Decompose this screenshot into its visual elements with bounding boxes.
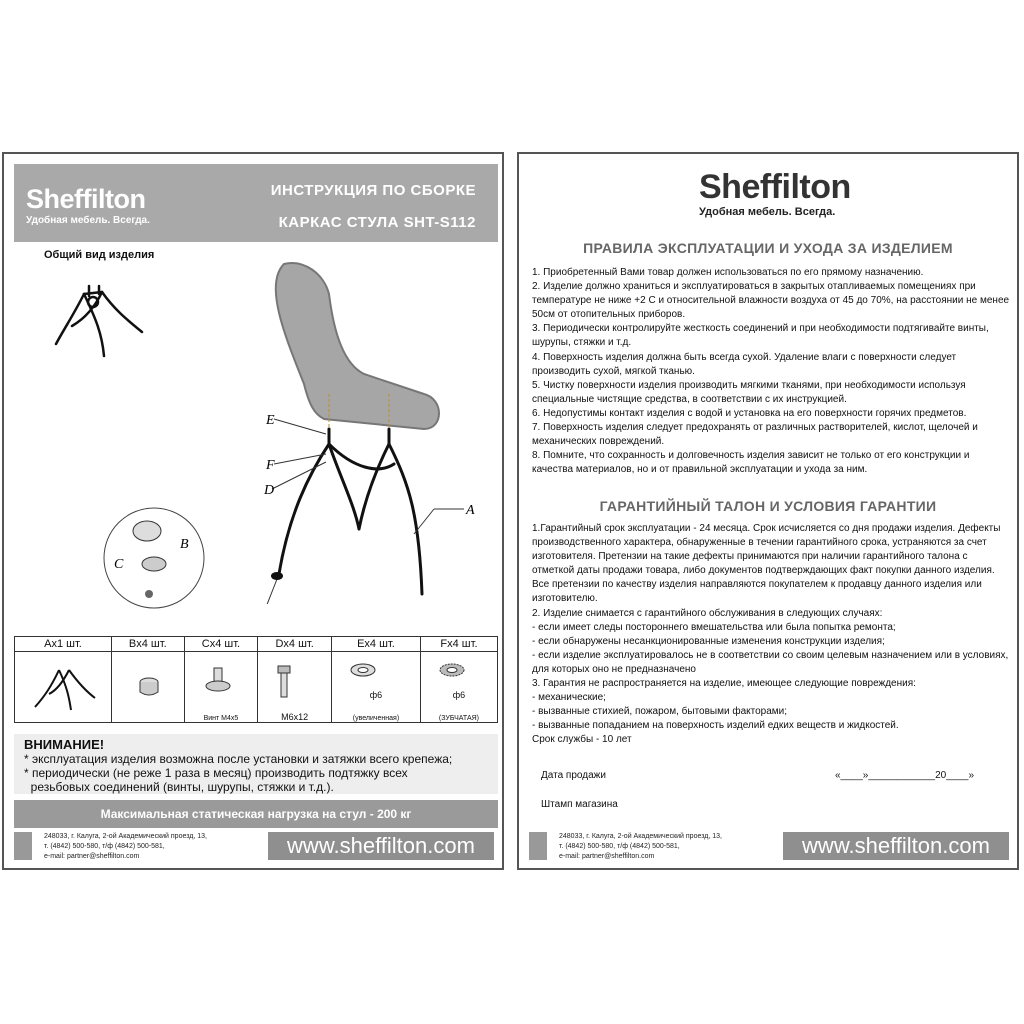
brand-logo: [699, 170, 851, 218]
warranty-item-5: - если изделие эксплуатировалось не в соответствии со своим целевым назначением или в условиях, для которых оно не предназначено: [532, 649, 1009, 675]
warning-line-1: * эксплуатация изделия возможна после установки и затяжки всего крепежа;: [24, 752, 453, 766]
overview-label: Общий вид изделия: [44, 249, 155, 261]
callout-a: A: [466, 503, 475, 518]
brand-tagline: Удобная мебель. Всегда.: [26, 215, 150, 226]
base-overview-drawing: [44, 274, 154, 359]
part-e-header: Ex4 шт.: [332, 637, 421, 652]
rules-list: [532, 266, 1012, 477]
rule-4: 4. Поверхность изделия должна быть всегда сухой. Удаление влаги с поверхности следует производить сухой, мягкой тканью.: [532, 351, 957, 377]
part-c-caption: Винт М4х5: [203, 715, 239, 722]
callout-e: E: [266, 413, 275, 428]
part-e-cell: [332, 652, 421, 723]
product-title: КАРКАС СТУЛА SHT-S112: [278, 214, 476, 231]
max-load-bar: Максимальная статическая нагрузка на стул - 200 кг: [14, 800, 498, 828]
address-block: [44, 832, 207, 862]
part-c-cell: [184, 652, 258, 723]
warranty-item-6: 3. Гарантия не распространяется на изделие, имеющее следующие повреждения:: [532, 678, 916, 690]
callout-b: B: [180, 537, 189, 552]
warranty-list: [532, 522, 1012, 748]
address-line-3: e-mail: partner@sheffilton.com: [559, 853, 655, 860]
foot-detail-drawing: [102, 506, 212, 616]
address-line-2: т. (4842) 500-580, т/ф (4842) 500-581,: [559, 843, 680, 850]
rule-8: 8. Помните, что сохранность и долговечность изделия зависит не только от его конструкции и качества материалов, но и от правильной эксплуатации и ухода за ним.: [532, 450, 970, 476]
warranty-item-3: - если имеет следы постороннего вмешательства или была попытка ремонта;: [532, 621, 896, 633]
footer-square: [529, 832, 547, 860]
part-f-header: Fx4 шт.: [420, 637, 497, 652]
rule-7: 7. Поверхность изделия следует предохранять от различных растворителей, кислот, щелочей и механических повреждений.: [532, 422, 978, 448]
brand-logo: [26, 186, 150, 226]
website-link[interactable]: www.sheffilton.com: [783, 832, 1009, 860]
address-line-1: 248033, г. Калуга, 2-ой Академический проезд, 13,: [44, 833, 207, 840]
parts-table: [14, 636, 498, 723]
part-f-caption: (ЗУБЧАТАЯ): [438, 715, 479, 722]
warranty-item-1: 1.Гарантийный срок эксплуатации - 24 месяца. Срок исчисляется со дня продажи изделия. Дефекты производственного характера, обнаруженные в течении гарантийного срока, устраняются за счет изготовителя. Претензии на такие дефекты принимаются при наличии гарантийного талона с отметкой даты продажи товара, либо документов подтверждающих факт покупки данного изделия. Все претензии по качеству изделия направляются покупателем к продавцу данного изделия или изготовителю.: [532, 523, 1001, 605]
warranty-title: ГАРАНТИЙНЫЙ ТАЛОН И УСЛОВИЯ ГАРАНТИИ: [599, 498, 937, 514]
part-f-cell: [420, 652, 497, 723]
address-line-2: т. (4842) 500-580, т/ф (4842) 500-581,: [44, 843, 165, 850]
warranty-item-9: - вызванные попаданием на поверхность изделий едких веществ и жидкостей.: [532, 720, 899, 732]
part-d-caption: М6х12: [281, 712, 309, 722]
rule-5: 5. Чистку поверхности изделия производить мягкими тканями, при необходимости используя специальные чистящие средства, в соответствии с их инструкцией.: [532, 379, 966, 405]
rule-1: 1. Приобретенный Вами товар должен использоваться по его прямому назначению.: [532, 267, 924, 278]
warning-line-2: * периодически (не реже 1 раза в месяц) производить подтяжку всех: [24, 766, 408, 780]
warning-title: ВНИМАНИЕ!: [24, 737, 105, 752]
chair-drawing: [244, 254, 484, 604]
warning-line-3: резьбовых соединений (винты, шурупы, стяжки и т.д.).: [24, 780, 334, 794]
stamp-label: Штамп магазина: [541, 799, 618, 810]
part-d-header: Dx4 шт.: [258, 637, 332, 652]
brand-name: Sheffilton: [26, 184, 146, 214]
sale-date-label: Дата продажи: [541, 770, 606, 781]
warranty-item-8: - вызванные стихией, пожаром, бытовыми факторами;: [532, 706, 788, 718]
part-b-cell: [112, 652, 185, 723]
instruction-title: ИНСТРУКЦИЯ ПО СБОРКЕ: [270, 182, 476, 199]
sale-date-field[interactable]: «____»____________20____»: [835, 770, 975, 781]
warranty-item-10: Срок службы - 10 лет: [532, 734, 632, 746]
rule-3: 3. Периодически контролируйте жесткость соединений и при необходимости подтягивайте винты, шурупы, стяжки и т.д.: [532, 323, 989, 349]
brand-tagline: Удобная мебель. Всегда.: [699, 206, 836, 218]
warranty-item-4: - если обнаружены несанкционированные изменения конструкции изделия;: [532, 635, 885, 647]
part-e-caption: (увеличенная): [352, 715, 400, 722]
part-c-header: Cx4 шт.: [184, 637, 258, 652]
header-bar: [14, 164, 498, 242]
assembly-instructions-page: [2, 152, 504, 870]
part-a-cell: [15, 652, 112, 723]
footer-square: [14, 832, 32, 860]
callout-f: F: [266, 458, 275, 473]
part-d-cell: [258, 652, 332, 723]
care-warranty-page: [517, 152, 1019, 870]
part-b-header: Bx4 шт.: [112, 637, 185, 652]
rule-6: 6. Недопустимы контакт изделия с водой и установка на его поверхности горячих предметов.: [532, 407, 967, 419]
address-block: [559, 832, 722, 862]
callout-c: C: [114, 557, 124, 572]
callout-d: D: [264, 483, 275, 498]
part-a-header: Ax1 шт.: [15, 637, 112, 652]
website-link[interactable]: www.sheffilton.com: [268, 832, 494, 860]
rule-2: 2. Изделие должно храниться и эксплуатироваться в закрытых отапливаемых помещениях при температуре не ниже +2 С и относительной влажности воздуха от 45 до 70%, на расстоянии не менее 50см от отопительных приборов.: [532, 281, 1010, 321]
warranty-item-2: 2. Изделие снимается с гарантийного обслуживания в следующих случаях:: [532, 607, 883, 619]
brand-name: Sheffilton: [699, 168, 851, 206]
address-line-3: e-mail: partner@sheffilton.com: [44, 853, 140, 860]
rules-title: ПРАВИЛА ЭКСПЛУАТАЦИИ И УХОДА ЗА ИЗДЕЛИЕМ: [583, 240, 953, 256]
warning-box: [14, 734, 498, 794]
address-line-1: 248033, г. Калуга, 2-ой Академический проезд, 13,: [559, 833, 722, 840]
warranty-item-7: - механические;: [532, 692, 606, 704]
part-f-dia: ф6: [452, 690, 466, 700]
part-e-dia: ф6: [369, 690, 383, 700]
